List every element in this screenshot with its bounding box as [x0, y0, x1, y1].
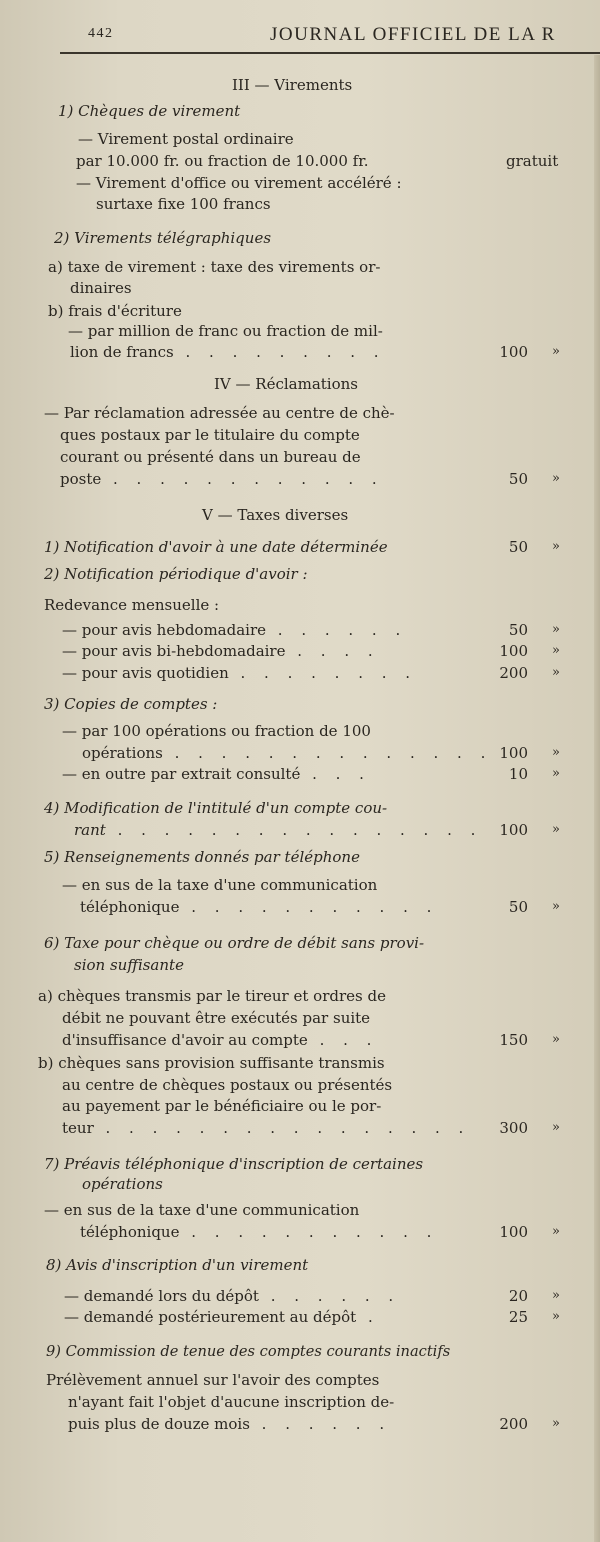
amount: 300 — [499, 1119, 528, 1137]
page-number: 442 — [88, 26, 114, 41]
text-line: dinaires — [70, 279, 132, 297]
ditto-mark: » — [552, 1032, 560, 1047]
ditto-mark: » — [552, 766, 560, 781]
text-line: téléphonique . . . . . . . . . . . — [80, 1223, 439, 1241]
line-text: — en outre par extrait consulté — [62, 765, 301, 783]
text-line: b) chèques sans provision suffisante transmis — [38, 1054, 385, 1072]
amount: 50 — [508, 621, 528, 639]
text-line: — par million de franc ou fraction de mil- — [68, 322, 383, 340]
text-line: ques postaux par le titulaire du compte — [60, 426, 360, 444]
page-edge — [594, 55, 600, 1542]
amount: 10 — [508, 765, 528, 783]
header-rule — [60, 52, 600, 54]
text-line: — en sus de la taxe d'une communication — [44, 1201, 360, 1219]
page-header — [80, 18, 600, 52]
text-line: d'insuffisance d'avoir au compte . . . — [62, 1031, 379, 1049]
text-line: a) taxe de virement : taxe des virements or- — [48, 258, 381, 276]
journal-title: JOURNAL OFFICIEL DE LA R — [270, 24, 556, 45]
text-line: — Virement d'office ou virement accéléré : — [76, 174, 402, 192]
text-line: au payement par le bénéficiaire ou le por- — [62, 1097, 382, 1115]
amount: 50 — [508, 538, 528, 556]
item-title: 9) Commission de tenue des comptes courants inactifs — [46, 1343, 451, 1360]
ditto-mark: » — [552, 539, 560, 554]
text-line: Redevance mensuelle : — [44, 596, 220, 614]
line-text: d'insuffisance d'avoir au compte — [62, 1031, 308, 1049]
text-line: — en outre par extrait consulté . . . — [62, 765, 371, 783]
value-gratuit: gratuit — [506, 152, 559, 170]
amount: 50 — [508, 898, 528, 916]
text-line: — demandé postérieurement au dépôt . — [64, 1308, 380, 1326]
line-text: puis plus de douze mois — [68, 1415, 250, 1433]
line-text: — pour avis bi-hebdomadaire — [62, 642, 286, 660]
line-text: téléphonique — [80, 898, 180, 916]
amount: 200 — [499, 1415, 528, 1433]
text-line: teur . . . . . . . . . . . . . . . . — [62, 1119, 471, 1137]
text-line: courant ou présenté dans un bureau de — [60, 448, 361, 466]
text-line: — Par réclamation adressée au centre de chè- — [44, 404, 395, 422]
item-title: rant . . . . . . . . . . . . . . . . — [74, 821, 483, 839]
ditto-mark: » — [552, 1416, 560, 1431]
section-title-virements: III — Virements — [232, 76, 353, 94]
text-line: téléphonique . . . . . . . . . . . — [80, 898, 439, 916]
item-title: 6) Taxe pour chèque ou ordre de débit sans provi- — [44, 934, 425, 952]
item-title: 7) Préavis téléphonique d'inscription de certaines — [44, 1155, 424, 1173]
item-title: 1) Chèques de virement — [58, 102, 241, 120]
amount: 100 — [499, 821, 528, 839]
amount: 50 — [508, 470, 528, 488]
text-line: b) frais d'écriture — [48, 302, 182, 320]
text-line: — par 100 opérations ou fraction de 100 — [62, 722, 371, 740]
item-title: opérations — [82, 1175, 163, 1193]
line-text: — pour avis quotidien — [62, 664, 229, 682]
line-text: teur — [62, 1119, 94, 1137]
text-line: — pour avis bi-hebdomadaire . . . . — [62, 642, 380, 660]
text-line: Prélèvement annuel sur l'avoir des comptes — [46, 1371, 380, 1389]
ditto-mark: » — [552, 344, 560, 359]
amount: 150 — [499, 1031, 528, 1049]
ditto-mark: » — [552, 1309, 560, 1324]
amount: 100 — [499, 642, 528, 660]
ditto-mark: » — [552, 1120, 560, 1135]
line-text: — demandé lors du dépôt — [64, 1287, 259, 1305]
item-title: 4) Modification de l'intitulé d'un compte cou- — [44, 799, 388, 817]
text-line: a) chèques transmis par le tireur et ordres de — [38, 987, 386, 1005]
text-line: — pour avis quotidien . . . . . . . . — [62, 664, 418, 682]
text-line: surtaxe fixe 100 francs — [96, 195, 271, 213]
line-text: — demandé postérieurement au dépôt — [64, 1308, 357, 1326]
ditto-mark: » — [552, 622, 560, 637]
text-line: lion de francs . . . . . . . . . — [70, 343, 386, 361]
item-title: 8) Avis d'inscription d'un virement — [46, 1256, 309, 1274]
ditto-mark: » — [552, 643, 560, 658]
item-title: 5) Renseignements donnés par téléphone — [44, 848, 360, 866]
line-text: opérations — [82, 744, 163, 762]
text-line: opérations . . . . . . . . . . . . . . — [82, 744, 493, 762]
item-title: 3) Copies de comptes : — [44, 695, 218, 713]
item-title: 1) Notification d'avoir à une date déterminée — [44, 538, 388, 556]
line-text: téléphonique — [80, 1223, 180, 1241]
text-line: au centre de chèques postaux ou présentés — [62, 1076, 393, 1094]
ditto-mark: » — [552, 899, 560, 914]
text-line: — pour avis hebdomadaire . . . . . . — [62, 621, 408, 639]
section-title-reclamations: IV — Réclamations — [214, 375, 358, 393]
amount: 25 — [508, 1308, 528, 1326]
text-line: par 10.000 fr. ou fraction de 10.000 fr. — [76, 152, 369, 170]
ditto-mark: » — [552, 1288, 560, 1303]
ditto-mark: » — [552, 745, 560, 760]
text-line: — Virement postal ordinaire — [78, 130, 294, 148]
amount: 100 — [499, 744, 528, 762]
amount: 100 — [499, 343, 528, 361]
ditto-mark: » — [552, 665, 560, 680]
section-title-taxes: V — Taxes diverses — [202, 506, 349, 524]
ditto-mark: » — [552, 822, 560, 837]
item-title: sion suffisante — [74, 956, 184, 974]
text-line: n'ayant fait l'objet d'aucune inscription de- — [68, 1393, 395, 1411]
line-text: — pour avis hebdomadaire — [62, 621, 267, 639]
text-line: — demandé lors du dépôt . . . . . . — [64, 1287, 401, 1305]
text-line: poste . . . . . . . . . . . . — [60, 470, 384, 488]
ditto-mark: » — [552, 1224, 560, 1239]
item-title: 2) Notification périodique d'avoir : — [44, 565, 308, 583]
item-title: 2) Virements télégraphiques — [54, 229, 272, 247]
line-text: rant — [74, 821, 106, 839]
amount: 20 — [508, 1287, 528, 1305]
line-text: poste — [60, 470, 102, 488]
amount: 200 — [499, 664, 528, 682]
line-text: lion de francs — [70, 343, 174, 361]
text-line: puis plus de douze mois . . . . . . — [68, 1415, 392, 1433]
amount: 100 — [499, 1223, 528, 1241]
text-line: — en sus de la taxe d'une communication — [62, 876, 378, 894]
text-line: débit ne pouvant être exécutés par suite — [62, 1009, 371, 1027]
ditto-mark: » — [552, 471, 560, 486]
